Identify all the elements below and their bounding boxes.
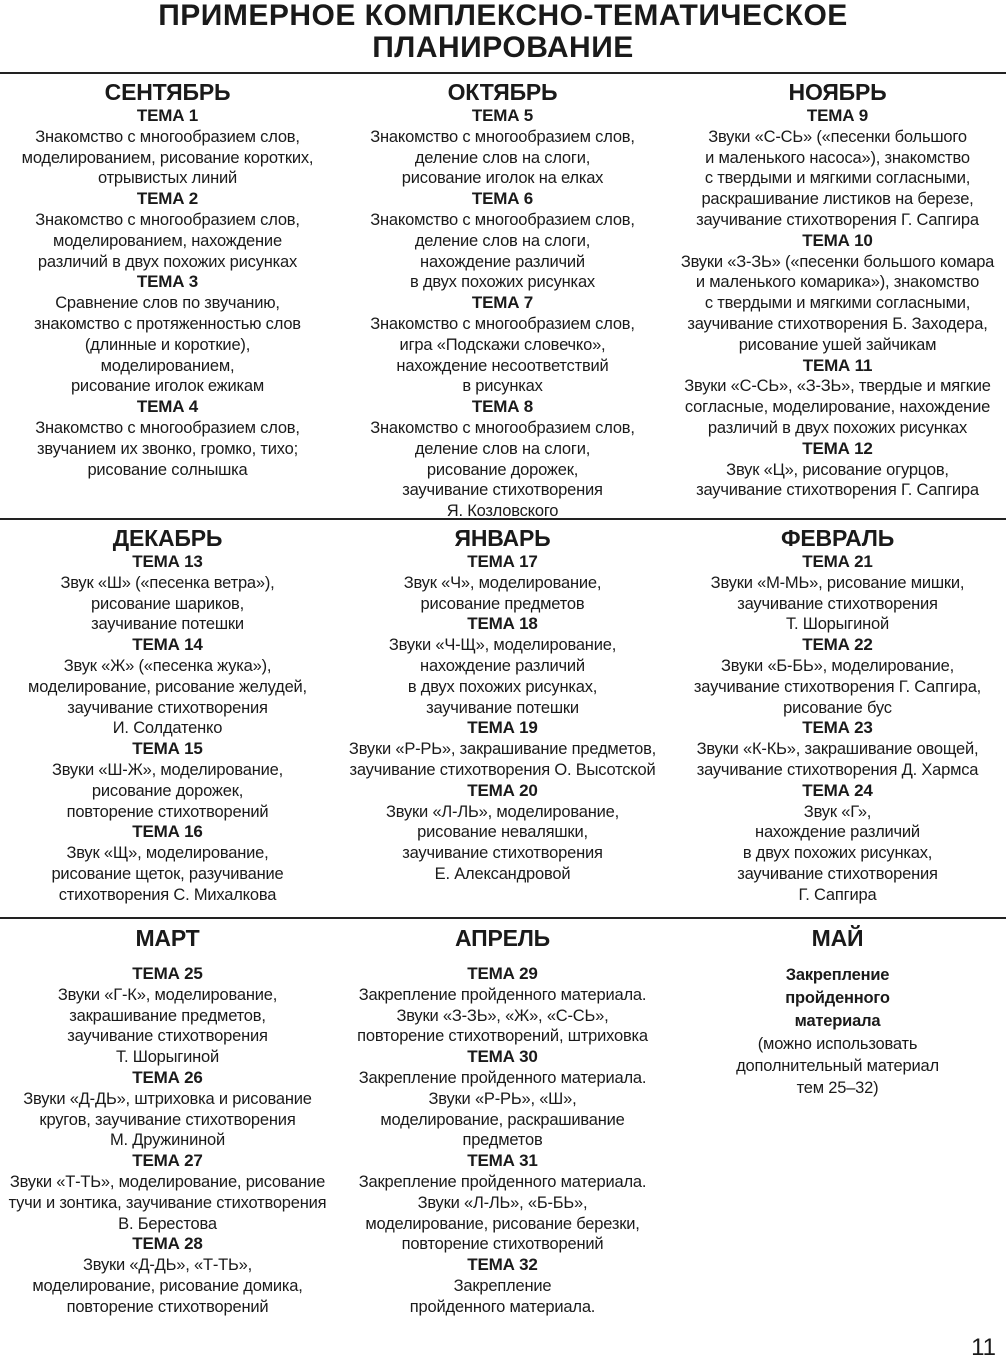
month-column <box>670 78 1005 522</box>
topic-line: заучивание стихотворения Б. Заходера, <box>687 314 988 333</box>
topic-line: заучивание потешки <box>91 615 244 634</box>
topic-line: моделирование, рисование домика, <box>32 1276 303 1295</box>
topic-title: ТЕМА 10 <box>802 230 873 250</box>
topic-line: знакомство с протяженностью слов <box>34 314 301 333</box>
topic-title: ТЕМА 4 <box>136 397 199 417</box>
topic-description <box>0 210 335 272</box>
topic-line: Знакомство с многообразием слов, <box>370 127 635 146</box>
topic-line: Звуки «Ч-Щ», моделирование, <box>388 636 617 655</box>
topic-title: ТЕМА 25 <box>132 964 203 983</box>
topic-description <box>0 843 335 905</box>
topic-line: Звук «Г», <box>803 802 872 821</box>
topic-line: заучивание стихотворения <box>737 864 938 883</box>
topic-line: заучивание стихотворения Г. Сапгира <box>696 481 979 500</box>
month-heading: ОКТЯБРЬ <box>447 79 558 105</box>
topic-line: Звуки «Б-БЬ», моделирование, <box>721 656 954 675</box>
topic-title: ТЕМА 30 <box>467 1047 538 1067</box>
divider-top <box>0 72 1006 74</box>
topic-description <box>335 127 670 189</box>
topic-line: кругов, заучивание стихотворения <box>39 1110 296 1129</box>
topic-line: Звуки «Д-ДЬ», штриховка и рисование <box>23 1089 312 1108</box>
topic-line: Звуки «С-СЬ» («песенки большого <box>708 127 967 146</box>
topic-description <box>0 985 335 1068</box>
month-heading: СЕНТЯБРЬ <box>104 79 231 105</box>
topic-description <box>0 573 335 635</box>
month-column <box>670 524 1005 906</box>
topic-line: рисование солнышка <box>87 460 248 479</box>
topic-title: ТЕМА 5 <box>471 106 534 125</box>
topic-line: деление слов на слоги, <box>414 439 591 458</box>
topic-line: Знакомство с многообразием слов, <box>35 210 300 229</box>
topic-line: Закрепление пройденного материала. <box>358 985 647 1004</box>
months-row-autumn <box>0 78 1006 522</box>
topic-title: ТЕМА 7 <box>471 293 534 313</box>
topic-line: звучанием их звонко, громко, тихо; <box>37 439 298 458</box>
topic-description <box>335 802 670 885</box>
topic-description <box>0 127 335 189</box>
month-column <box>0 524 335 906</box>
topic-line: И. Солдатенко <box>112 719 223 738</box>
topic-line: пройденного материала. <box>409 1297 596 1316</box>
topic-description <box>335 573 670 615</box>
topic-line: и маленького насоса»), знакомство <box>705 148 970 167</box>
months-row-spring <box>0 924 1006 1318</box>
topic-line: Звуки «М-МЬ», рисование мишки, <box>710 573 965 592</box>
topic-line: М. Дружининой <box>109 1131 225 1150</box>
topic-line: заучивание стихотворения Г. Сапгира <box>696 210 979 229</box>
month-column <box>335 924 670 1318</box>
topic-line: моделирование, раскрашивание <box>380 1110 625 1129</box>
may-note-line: (можно использовать <box>757 1035 918 1053</box>
topic-line: рисование щеток, разучивание <box>51 864 284 883</box>
topic-line: тучи и зонтика, заучивание стихотворения <box>8 1193 327 1212</box>
topic-title: ТЕМА 24 <box>802 780 873 800</box>
topic-line: Я. Козловского <box>446 502 559 521</box>
topic-line: моделированием, нахождение <box>53 231 282 250</box>
topic-title: ТЕМА 14 <box>132 635 203 655</box>
topic-line: деление слов на слоги, <box>414 231 591 250</box>
topic-description <box>0 760 335 822</box>
topic-line: В. Берестова <box>118 1214 217 1233</box>
topic-line: различий в двух похожих рисунках <box>37 252 298 271</box>
topic-line: Звуки «Л-ЛЬ», моделирование, <box>386 802 619 821</box>
topic-line: нахождение различий <box>420 252 585 271</box>
topic-title: ТЕМА 12 <box>802 438 873 458</box>
topic-line: заучивание стихотворения Г. Сапгира, <box>693 677 982 696</box>
topic-description <box>0 418 335 480</box>
topic-line: рисование шариков, <box>91 594 244 613</box>
topic-line: в двух похожих рисунках <box>410 273 595 292</box>
topic-line: Звук «Ч», моделирование, <box>403 573 602 592</box>
topic-line: стихотворения С. Михалкова <box>58 885 277 904</box>
topic-title: ТЕМА 8 <box>471 397 534 417</box>
topic-line: повторение стихотворений <box>66 1297 269 1316</box>
topic-line: различий в двух похожих рисунках <box>707 418 968 437</box>
topic-title: ТЕМА 22 <box>802 635 873 655</box>
page-title-line-2: ПЛАНИРОВАНИЕ <box>372 31 634 64</box>
topic-description <box>0 1089 335 1151</box>
topic-line: закрашивание предметов, <box>69 1006 266 1025</box>
topic-line: нахождение различий <box>420 656 585 675</box>
topic-line: игра «Подскажи словечко», <box>399 335 606 354</box>
topic-title: ТЕМА 3 <box>136 272 199 292</box>
topic-line: Звуки «Р-РЬ», закрашивание предметов, <box>348 740 657 759</box>
topic-title: ТЕМА 1 <box>136 106 199 125</box>
topic-description <box>670 802 1005 906</box>
topic-line: повторение стихотворений <box>401 1235 604 1254</box>
topic-line: нахождение различий <box>755 823 920 842</box>
month-column <box>335 524 670 906</box>
topic-line: повторение стихотворений, штриховка <box>357 1027 648 1046</box>
topic-title: ТЕМА 26 <box>132 1067 203 1087</box>
topic-line: Звуки «Г-К», моделирование, <box>57 985 278 1004</box>
topic-line: Звуки «З-ЗЬ» («песенки большого комара <box>680 252 995 271</box>
topic-line: Звуки «Р-РЬ», «Ш», <box>428 1089 577 1108</box>
topic-line: моделированием, рисование коротких, <box>21 148 314 167</box>
topic-description <box>670 573 1005 635</box>
topic-title: ТЕМА 31 <box>467 1151 538 1171</box>
topic-line: заучивание стихотворения <box>402 481 603 500</box>
month-heading: ДЕКАБРЬ <box>112 525 223 551</box>
topic-line: с твердыми и мягкими согласными, <box>704 169 971 188</box>
topic-line: рисование иголок на елках <box>401 169 604 188</box>
topic-description <box>0 1255 335 1317</box>
topic-title: ТЕМА 28 <box>132 1234 203 1254</box>
topic-line: рисование ушей зайчикам <box>738 335 937 354</box>
topic-description <box>335 635 670 718</box>
topic-title: ТЕМА 6 <box>471 189 534 209</box>
topic-description <box>0 656 335 739</box>
topic-title: ТЕМА 32 <box>467 1255 538 1275</box>
topic-line: Звук «Ш» («песенка ветра»), <box>60 573 275 592</box>
topic-description <box>335 1172 670 1255</box>
topic-title: ТЕМА 19 <box>467 718 538 738</box>
month-column <box>0 78 335 522</box>
topic-line: заучивание потешки <box>426 698 579 717</box>
topic-description <box>335 210 670 293</box>
topic-line: рисование предметов <box>420 594 585 613</box>
topic-line: Звуки «Л-ЛЬ», «Б-БЬ», <box>417 1193 588 1212</box>
topic-line: и маленького комарика»), знакомство <box>695 273 980 292</box>
topic-line: Закрепление пройденного материала. <box>358 1068 647 1087</box>
topic-line: рисование неваляшки, <box>417 823 588 842</box>
topic-line: в двух похожих рисунках, <box>407 677 598 696</box>
topic-line: в рисунках <box>462 377 543 396</box>
topic-line: заучивание стихотворения <box>402 844 603 863</box>
topic-line: Знакомство с многообразием слов, <box>370 418 635 437</box>
month-heading: МАРТ <box>135 925 200 951</box>
topic-line: раскрашивание листиков на березе, <box>701 190 974 209</box>
topic-line: Звуки «С-СЬ», «З-ЗЬ», твердые и мягкие <box>684 377 991 396</box>
topic-title: ТЕМА 9 <box>806 106 869 125</box>
topic-line: в двух похожих рисунках, <box>742 844 933 863</box>
topic-line: предметов <box>462 1131 543 1150</box>
topic-line: Звуки «К-КЬ», закрашивание овощей, <box>696 740 979 759</box>
topic-line: Знакомство с многообразием слов, <box>35 418 300 437</box>
topic-title: ТЕМА 13 <box>132 552 203 571</box>
topic-description <box>670 127 1005 231</box>
topic-description <box>335 1276 670 1318</box>
topic-line: согласные, моделирование, нахождение <box>684 398 991 417</box>
may-note-line: дополнительный материал <box>736 1057 939 1075</box>
month-heading: АПРЕЛЬ <box>455 925 550 951</box>
topic-description <box>0 293 335 397</box>
topic-line: моделированием, <box>100 356 235 375</box>
topic-line: моделирование, рисование желудей, <box>28 677 307 696</box>
topic-line: рисование дорожек, <box>91 781 244 800</box>
topic-line: моделирование, рисование березки, <box>365 1214 640 1233</box>
topic-line: деление слов на слоги, <box>414 148 591 167</box>
topic-line: (длинные и короткие), <box>84 335 251 354</box>
topic-line: с твердыми и мягкими согласными, <box>704 294 971 313</box>
topic-title: ТЕМА 29 <box>467 964 538 983</box>
topic-line: Звуки «Ш-Ж», моделирование, <box>51 760 284 779</box>
topic-line: Т. Шорыгиной <box>115 1048 220 1067</box>
divider-middle <box>0 518 1006 520</box>
topic-line: Знакомство с многообразием слов, <box>370 210 635 229</box>
topic-line: Закрепление <box>453 1276 552 1295</box>
topic-title: ТЕМА 17 <box>467 552 538 571</box>
month-heading: НОЯБРЬ <box>788 79 887 105</box>
topic-line: Звук «Ц», рисование огурцов, <box>726 460 949 479</box>
topic-line: Т. Шорыгиной <box>785 615 890 634</box>
topic-description <box>335 739 670 781</box>
may-summary-line: Закрепление <box>785 966 890 984</box>
topic-description <box>335 314 670 397</box>
topic-line: Е. Александровой <box>434 864 571 883</box>
topic-line: Звук «Щ», моделирование, <box>66 844 269 863</box>
topic-line: Г. Сапгира <box>798 885 877 904</box>
topic-line: рисование бус <box>783 698 892 717</box>
topic-title: ТЕМА 21 <box>802 552 873 571</box>
topic-line: Звуки «Д-ДЬ», «Т-ТЬ», <box>82 1256 253 1275</box>
may-note-line: тем 25–32) <box>796 1079 879 1097</box>
may-summary-line: материала <box>794 1012 881 1030</box>
topic-title: ТЕМА 23 <box>802 718 873 738</box>
topic-description <box>335 985 670 1047</box>
topic-description <box>335 1068 670 1151</box>
topic-line: Знакомство с многообразием слов, <box>35 127 300 146</box>
month-column <box>0 924 335 1318</box>
topic-line: Знакомство с многообразием слов, <box>370 314 635 333</box>
topic-description <box>670 252 1005 356</box>
topic-line: Закрепление пройденного материала. <box>358 1172 647 1191</box>
topic-description <box>0 1172 335 1234</box>
topic-line: Звуки «З-ЗЬ», «Ж», «С-СЬ», <box>396 1006 609 1025</box>
topic-line: рисование дорожек, <box>426 460 579 479</box>
topic-line: отрывистых линий <box>97 169 238 188</box>
topic-title: ТЕМА 16 <box>132 822 203 842</box>
topic-line: заучивание стихотворения <box>67 698 268 717</box>
topic-title: ТЕМА 27 <box>132 1151 203 1171</box>
month-column <box>335 78 670 522</box>
topic-line: повторение стихотворений <box>66 802 269 821</box>
topic-line: Звук «Ж» («песенка жука»), <box>63 656 272 675</box>
topic-line: Звуки «Т-ТЬ», моделирование, рисование <box>9 1172 326 1191</box>
topic-line: нахождение несоответствий <box>396 356 609 375</box>
month-column-may <box>670 924 1005 1318</box>
topic-title: ТЕМА 11 <box>802 355 873 375</box>
may-summary-line: пройденного <box>785 989 890 1007</box>
topic-description <box>335 418 670 522</box>
page-title-line-1: ПРИМЕРНОЕ КОМПЛЕКСНО-ТЕМАТИЧЕСКОЕ <box>158 0 848 32</box>
topic-line: заучивание стихотворения <box>737 594 938 613</box>
topic-title: ТЕМА 15 <box>132 739 203 759</box>
topic-line: Сравнение слов по звучанию, <box>55 294 280 313</box>
topic-line: рисование иголок ежикам <box>70 377 265 396</box>
month-heading: ЯНВАРЬ <box>454 525 551 551</box>
topic-title: ТЕМА 18 <box>467 614 538 634</box>
topic-title: ТЕМА 2 <box>136 189 199 209</box>
month-heading: ФЕВРАЛЬ <box>780 525 895 551</box>
topic-description <box>670 656 1005 718</box>
months-row-winter <box>0 524 1006 906</box>
page-title <box>0 0 1006 70</box>
topic-description <box>670 460 1005 502</box>
divider-bottom <box>0 917 1006 919</box>
topic-line: заучивание стихотворения <box>67 1027 268 1046</box>
month-heading: МАЙ <box>811 925 864 951</box>
topic-line: заучивание стихотворения Д. Хармса <box>696 760 979 779</box>
topic-description <box>670 739 1005 781</box>
page-number: 11 <box>971 1334 996 1361</box>
topic-title: ТЕМА 20 <box>467 780 538 800</box>
topic-description <box>670 376 1005 438</box>
topic-line: заучивание стихотворения О. Высотской <box>349 760 656 779</box>
